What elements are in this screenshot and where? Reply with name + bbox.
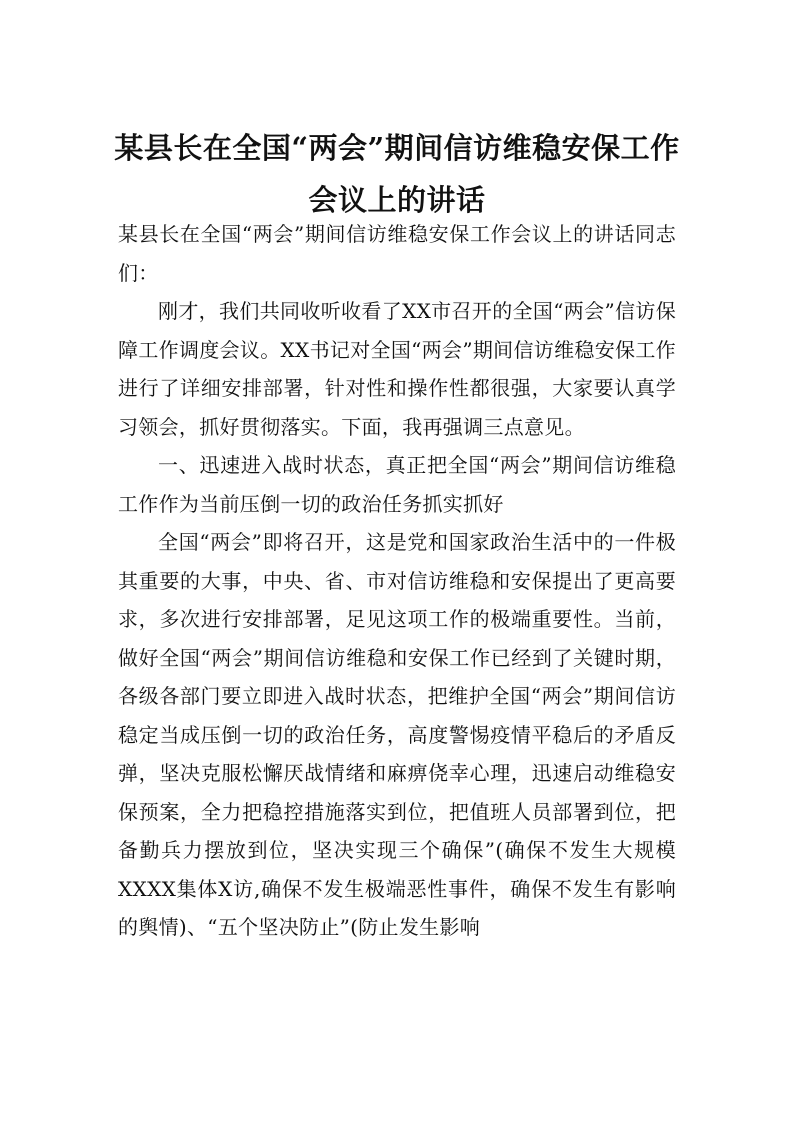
document-title: 某县长在全国“两会”期间信访维稳安保工作会议上的讲话 (114, 131, 680, 217)
paragraph-salutation: 某县长在全国“两会”期间信访维稳安保工作会议上的讲话同志们： (118, 222, 676, 285)
paragraph-heading-one: 一、迅速进入战时状态，真正把全国“两会”期间信访维稳工作作为当前压倒一切的政治任务抓实抓好 (118, 453, 676, 516)
paragraph-body: 全国“两会”即将召开，这是党和国家政治生活中的一件极其重要的大事，中央、省、市对信访维稳和安保提出了更高要求，多次进行安排部署，足见这项工作的极端重要性。当前，做好全国“两会”期间信访维稳和安保工作已经到了关键时期，各级各部门要立即进入战时状态，把维护全国“两会”期间信访稳定当成压倒一切的政治任务，高度警惕疫情平稳后的矛盾反弹，坚决克服松懈厌战情绪和麻痹侥幸心理，迅速启动维稳安保预案，全力把稳控措施落实到位，把值班人员部署到位，把备勤兵力摆放到位，坚决实现三个确保”(确保不发生大规模XXXX集体X访,确保不发生极端恶性事件，确保不发生有影响的舆情)、“五个坚决防止”(防止发生影响 (118, 530, 676, 939)
document-body (118, 215, 676, 947)
paragraph-intro: 刚才，我们共同收听收看了XX市召开的全国“两会”信访保障工作调度会议。XX书记对全国“两会”期间信访维稳安保工作进行了详细安排部署，针对性和操作性都很强，大家要认真学习领会，抓好贯彻落实。下面，我再强调三点意见。 (118, 299, 676, 439)
